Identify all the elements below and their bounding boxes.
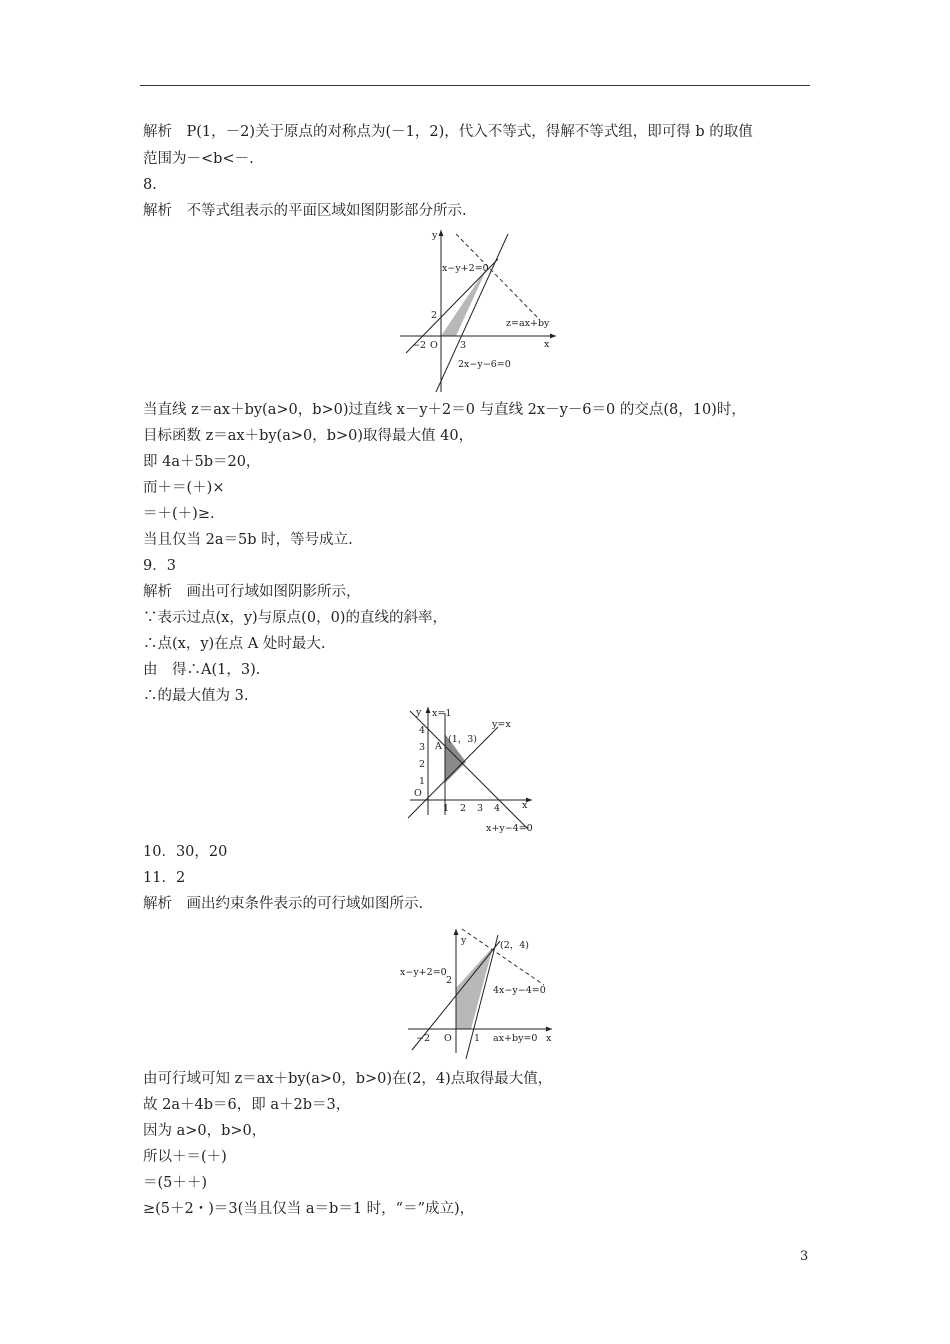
x-tick-label: 3 (477, 803, 484, 814)
x-axis-label: x (546, 1033, 552, 1044)
tick-label: −2 (412, 340, 427, 351)
origin-label: O (430, 340, 438, 351)
text-line: 因为 a>0，b>0， (143, 1123, 267, 1139)
x-tick-label: 1 (443, 803, 450, 814)
text-line: 由可行域可知 z＝ax＋by(a>0，b>0)在(2，4)点取得最大值， (143, 1071, 553, 1087)
label-objective: z=ax+by (506, 318, 550, 329)
y-tick-label: 3 (419, 742, 426, 753)
point-coordinate: (1，3) (448, 734, 478, 745)
text-line: 当且仅当 2a＝5b 时，等号成立. (143, 532, 353, 548)
label-line-1: x−y+2=0 (442, 263, 489, 274)
label-x-y-4: x+y−4=0 (486, 823, 533, 834)
problem-number: 10．30，20 (143, 844, 228, 860)
label-line-1: x−y+2=0 (400, 967, 447, 978)
page-number: 3 (800, 1249, 809, 1264)
x-tick-label: 4 (494, 803, 501, 814)
label-line-2: 2x−y−6=0 (458, 359, 511, 370)
problem-number: 8. (143, 177, 157, 193)
text-line: 目标函数 z＝ax＋by(a>0，b>0)取得最大值 40， (143, 428, 474, 444)
text-line: 解析 画出可行域如图阴影所示， (143, 584, 361, 600)
text-line: ∴的最大值为 3. (143, 688, 249, 704)
y-axis-arrow (454, 929, 459, 935)
x-axis-label: x (544, 339, 550, 350)
text-line: ∴点(x，y)在点 A 处时最大. (143, 636, 326, 652)
y-axis-label: y (416, 707, 422, 718)
header-rule (140, 85, 810, 86)
origin-label: O (444, 1033, 452, 1044)
tick-label: 1 (474, 1033, 481, 1044)
y-axis-arrow (426, 707, 431, 713)
text-line: 范围为－<b<－. (143, 151, 254, 167)
text-line: 由 得∴A(1，3). (143, 662, 261, 678)
tick-label: 2 (431, 310, 438, 321)
text-line: ＝＋(＋)≥. (143, 506, 215, 522)
label-y-x: y=x (492, 719, 511, 730)
point-coordinate: (2，4) (500, 940, 530, 951)
x-axis-label: x (522, 800, 528, 811)
x-axis-arrow (550, 334, 556, 339)
figure-2 (400, 705, 550, 837)
text-line: 解析 不等式组表示的平面区域如图阴影部分所示. (143, 203, 467, 219)
text-line: 解析 P(1，－2)关于原点的对称点为(－1，2)，代入不等式，得解不等式组，即可得 b 的取值 (143, 124, 753, 140)
text-line: 而＋＝(＋)× (143, 480, 225, 496)
label-line-2: 4x−y−4=0 (493, 985, 546, 996)
y-axis-arrow (439, 230, 444, 236)
tick-label: 2 (446, 975, 453, 986)
tick-label: 3 (460, 340, 467, 351)
y-tick-label: 2 (419, 759, 426, 770)
y-axis-label: y (432, 230, 438, 241)
text-line: 所以＋＝(＋) (143, 1149, 227, 1165)
problem-number: 9．3 (143, 558, 176, 574)
text-line: 即 4a＋5b＝20， (143, 454, 261, 470)
text-line: ≥(5＋2・)＝3(当且仅当 a＝b＝1 时，“＝”成立)， (143, 1201, 475, 1217)
figure-1 (398, 226, 563, 394)
x-tick-label: 2 (460, 803, 467, 814)
text-line: 解析 画出约束条件表示的可行域如图所示. (143, 896, 424, 912)
x-axis-arrow (546, 1027, 552, 1032)
y-axis-label: y (461, 935, 467, 946)
problem-number: 11．2 (143, 870, 186, 886)
y-tick-label: 4 (419, 725, 426, 736)
text-line: 故 2a＋4b＝6，即 a＋2b＝3， (143, 1097, 351, 1113)
origin-label: O (414, 788, 422, 799)
figure-3 (398, 925, 558, 1061)
y-tick-label: 1 (419, 776, 426, 787)
text-line: 当直线 z＝ax＋by(a>0，b>0)过直线 x－y＋2＝0 与直线 2x－y－6＝0 的交点(8，10)时， (143, 402, 746, 418)
point-a-label: A (435, 741, 442, 752)
text-line: ∵表示过点(x，y)与原点(0，0)的直线的斜率， (143, 610, 447, 626)
tick-label: −2 (416, 1033, 431, 1044)
label-objective: ax+by=0 (493, 1033, 538, 1044)
text-line: ＝(5＋＋) (143, 1175, 208, 1191)
label-x-1: x=1 (432, 708, 452, 719)
